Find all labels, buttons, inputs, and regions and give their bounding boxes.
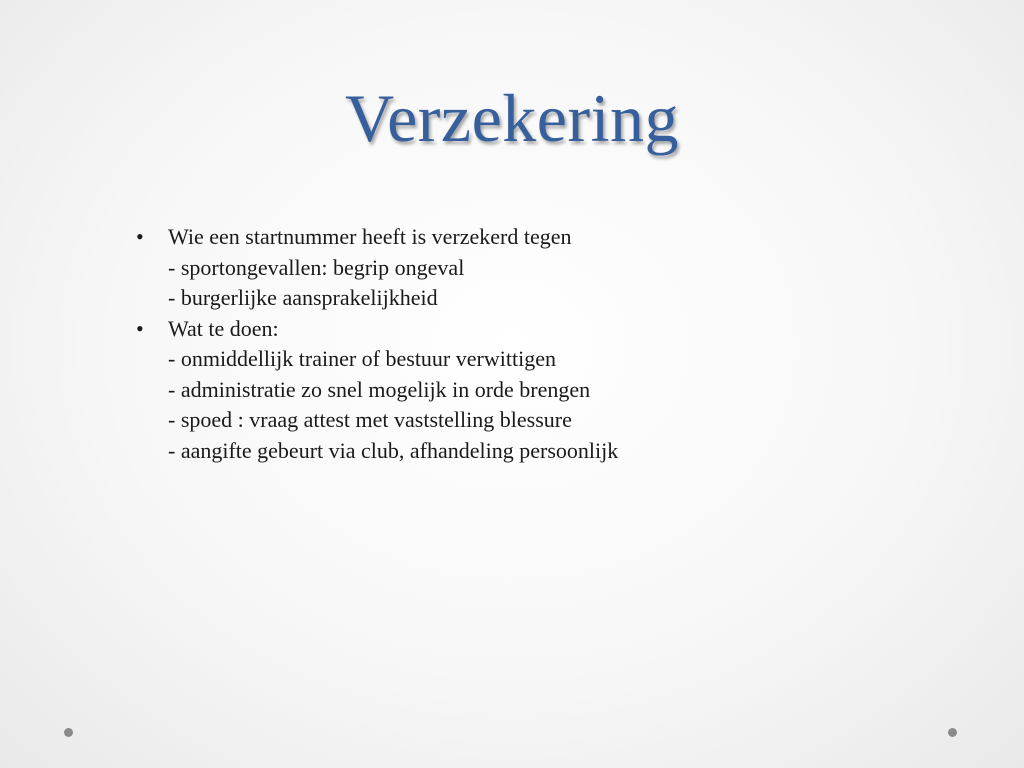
bullet-item [132,314,892,467]
sub-item: - administratie zo snel mogelijk in orde brengen [168,376,591,402]
sub-item: - sportongevallen: begrip ongeval [168,254,465,280]
bullet-text: Wat te doen: [168,315,279,341]
bullet-text: Wie een startnummer heeft is verzekerd tegen [168,224,572,249]
decorative-dot-left [64,728,73,737]
slide-title: Verzekering [345,80,679,156]
sub-item: - spoed : vraag attest met vaststelling blessure [168,407,572,432]
sub-item: - aangifte gebeurt via club, afhandeling persoonlijk [168,437,619,463]
bullet-item [132,222,892,314]
bullet-marker: • [136,315,144,341]
sub-item: - burgerlijke aansprakelijkheid [168,285,438,310]
bullet-list [132,222,892,466]
sub-item: - onmiddellijk trainer of bestuur verwittigen [168,346,556,371]
bullet-marker: • [136,224,144,249]
decorative-dot-right [948,728,957,737]
